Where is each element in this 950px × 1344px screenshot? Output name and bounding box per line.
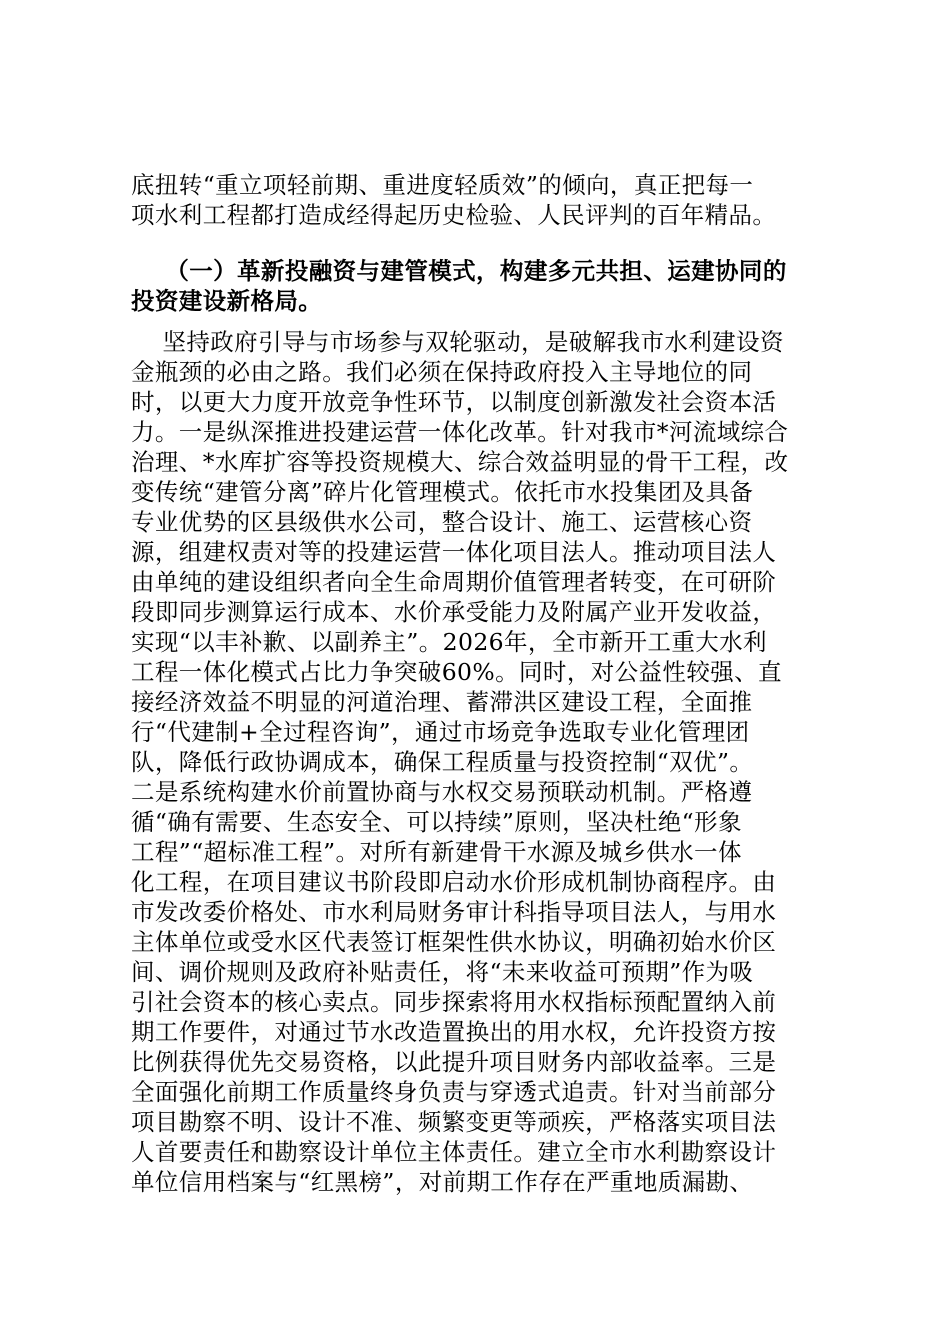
text-line: 专业优势的区县级供水公司，整合设计、施工、运营核心资: [131, 508, 753, 536]
text-line: 循“确有需要、生态安全、可以持续”原则，坚决杜绝“形象: [131, 808, 742, 836]
text-line: 变传统“建管分离”碎片化管理模式。依托市水投集团及具备: [131, 478, 754, 506]
text-line: 金瓶颈的必由之路。我们必须在保持政府投入主导地位的同: [131, 358, 753, 386]
text-line: 全面强化前期工作质量终身负责与穿透式追责。针对当前部分: [131, 1078, 777, 1106]
text-line: 工程一体化模式占比力争突破60%。同时，对公益性较强、直: [131, 658, 782, 686]
text-line: 行“代建制+全过程咨询”，通过市场竞争选取专业化管理团: [131, 718, 750, 746]
text-line: 单位信用档案与“红黑榜”，对前期工作存在严重地质漏勘、: [131, 1168, 754, 1196]
heading-line: 投资建设新格局。: [131, 287, 323, 315]
text-line: 底扭转“重立项轻前期、重进度轻质效”的倾向，真正把每一: [131, 171, 754, 199]
body-paragraph: [131, 327, 828, 1197]
text-line: 间、调价规则及政府补贴责任，将“未来收益可预期”作为吸: [131, 958, 754, 986]
text-line: 段即同步测算运行成本、水价承受能力及附属产业开发收益，: [131, 598, 777, 626]
text-line: 人首要责任和勘察设计单位主体责任。建立全市水利勘察设计: [131, 1138, 777, 1166]
text-line: 由单纯的建设组织者向全生命周期价值管理者转变，在可研阶: [131, 568, 777, 596]
text-line: 化工程，在项目建议书阶段即启动水价形成机制协商程序。由: [131, 868, 777, 896]
text-line: 项目勘察不明、设计不准、频繁变更等顽疾，严格落实项目法: [131, 1108, 777, 1136]
text-line: 二是系统构建水价前置协商与水权交易预联动机制。严格遵: [131, 778, 753, 806]
text-line: 源，组建权责对等的投建运营一体化项目法人。推动项目法人: [131, 538, 777, 566]
text-line: 工程”“超标准工程”。对所有新建骨干水源及城乡供水一体: [131, 838, 742, 866]
text-line: 队，降低行政协调成本，确保工程质量与投资控制“双优”。: [131, 748, 754, 776]
text-line: 市发改委价格处、市水利局财务审计科指导项目法人，与用水: [131, 898, 777, 926]
text-line: 坚持政府引导与市场参与双轮驱动，是破解我市水利建设资: [131, 328, 784, 356]
text-line: 接经济效益不明显的河道治理、蓄滞洪区建设工程，全面推: [131, 688, 753, 716]
text-line: 实现“以丰补歉、以副养主”。2026年，全市新开工重大水利: [131, 628, 767, 656]
text-line: 力。一是纵深推进投建运营一体化改革。针对我市*河流域综合: [131, 418, 789, 446]
heading-line: （一）革新投融资与建管模式，构建多元共担、运建协同的: [131, 257, 787, 285]
text-line: 治理、*水库扩容等投资规模大、综合效益明显的骨干工程，改: [131, 448, 789, 476]
text-line: 项水利工程都打造成经得起历史检验、人民评判的百年精品。: [131, 201, 777, 229]
intro-paragraph: [131, 170, 828, 230]
section-heading: [131, 256, 828, 316]
text-line: 比例获得优先交易资格，以此提升项目财务内部收益率。三是: [131, 1048, 777, 1076]
text-line: 期工作要件，对通过节水改造置换出的用水权，允许投资方按: [131, 1018, 777, 1046]
text-line: 引社会资本的核心卖点。同步探索将用水权指标预配置纳入前: [131, 988, 777, 1016]
text-line: 时，以更大力度开放竞争性环节，以制度创新激发社会资本活: [131, 388, 777, 416]
text-line: 主体单位或受水区代表签订框架性供水协议，明确初始水价区: [131, 928, 777, 956]
